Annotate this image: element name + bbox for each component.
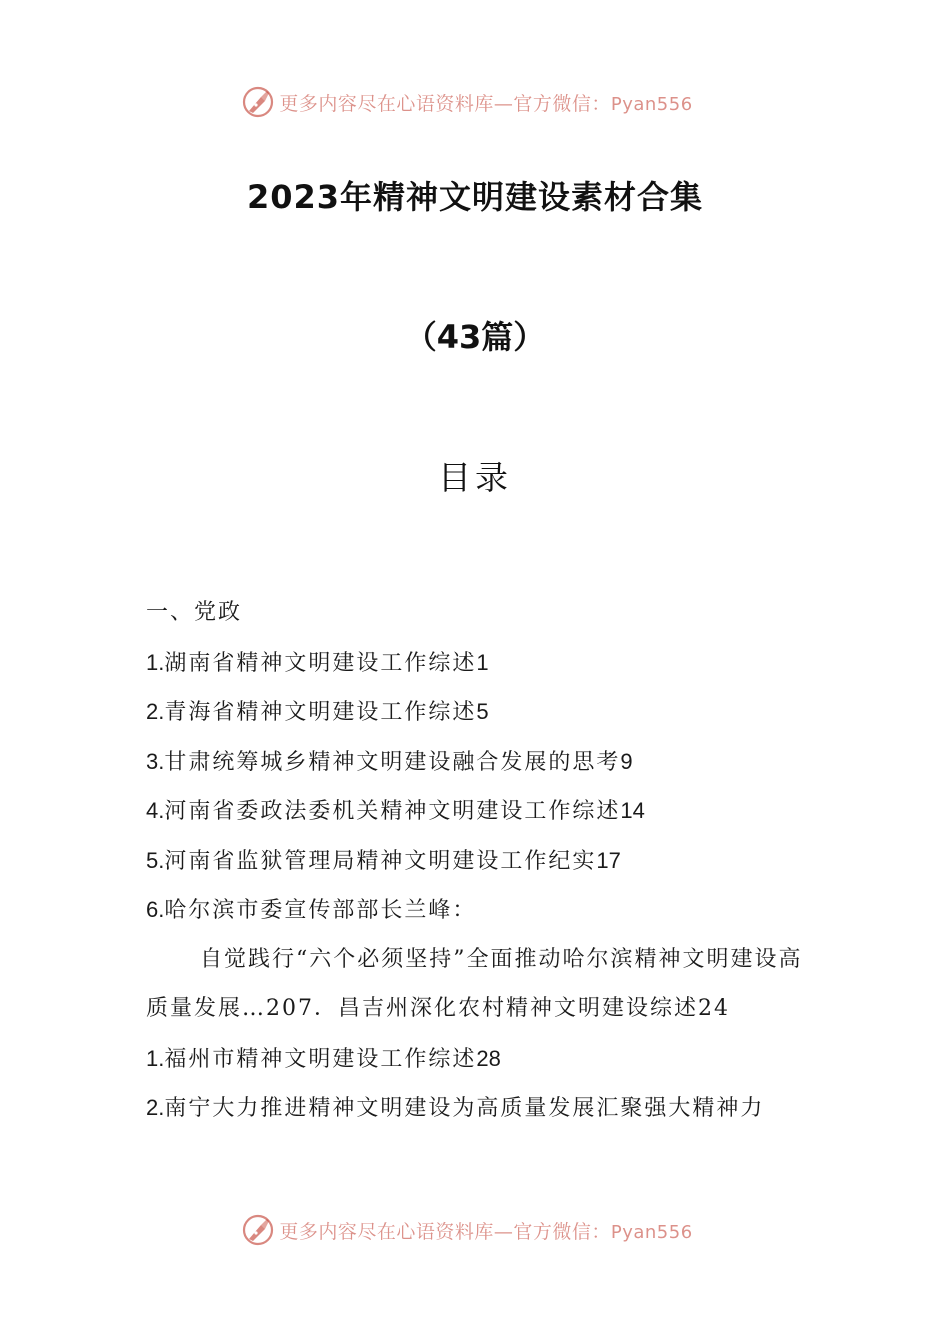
watermark-banner-top — [0, 82, 950, 122]
toc-entry-page: 5 — [476, 699, 489, 724]
watermark-content — [241, 1213, 692, 1247]
toc-entry-title: 河南省委政法委机关精神文明建设工作综述 — [164, 799, 621, 824]
watermark-text: 更多内容尽在心语资料库—官方微信：Pyan556 — [279, 92, 693, 115]
toc-entry-continued-paragraph[interactable]: 自觉践行“六个必须坚持”全面推动哈尔滨精神文明建设高质量发展…207．昌吉州深化农村精神文明建设综述24 — [146, 946, 803, 1021]
toc-entry[interactable]: 2.南宁大力推进精神文明建设为高质量发展汇聚强大精神力 — [146, 1095, 765, 1121]
watermark-text: 更多内容尽在心语资料库—官方微信：Pyan556 — [279, 1220, 693, 1243]
toc-entry[interactable]: 4.河南省委政法委机关精神文明建设工作综述14 — [146, 798, 645, 824]
toc-entry[interactable]: 2.青海省精神文明建设工作综述5 — [146, 699, 489, 725]
toc-entry-title: 南宁大力推进精神文明建设为高质量发展汇聚强大精神力 — [164, 1096, 765, 1121]
toc-entry-title: 福州市精神文明建设工作综述 — [164, 1046, 477, 1072]
watermark-content — [241, 85, 692, 119]
watermark-banner-bottom — [0, 1210, 950, 1250]
toc-entry-page: 17 — [596, 847, 621, 873]
toc-entry-title: 湖南省精神文明建设工作综述 — [164, 650, 477, 676]
watermark-handle: Pyan556 — [610, 1221, 693, 1243]
toc-entry-title: 青海省精神文明建设工作综述 — [164, 700, 477, 725]
toc-section-heading: 一、党政 — [146, 600, 243, 625]
toc-entry[interactable]: 3.甘肃统筹城乡精神文明建设融合发展的思考9 — [146, 748, 633, 775]
toc-entry-title: 河南省监狱管理局精神文明建设工作纪实 — [164, 848, 597, 874]
document-subtitle: （43篇） — [404, 318, 546, 356]
toc-entry-title: 甘肃统筹城乡精神文明建设融合发展的思考 — [164, 749, 621, 775]
table-of-contents — [146, 588, 810, 1133]
toc-entry-page: 9 — [620, 748, 633, 774]
toc-entry-title: 哈尔滨市委宣传部部长兰峰： — [164, 898, 477, 923]
pen-nib-logo-icon — [241, 85, 275, 119]
toc-heading: 目录 — [438, 458, 512, 497]
toc-entry-page: 28 — [476, 1045, 501, 1071]
toc-entry[interactable]: 6.哈尔滨市委宣传部部长兰峰： — [146, 897, 477, 923]
toc-entry[interactable]: 5.河南省监狱管理局精神文明建设工作纪实17 — [146, 847, 621, 874]
toc-entry-page: 14 — [620, 798, 645, 823]
pen-nib-logo-icon — [241, 1213, 275, 1247]
toc-entry[interactable]: 1.湖南省精神文明建设工作综述1 — [146, 649, 489, 676]
document-title: 2023年精神文明建设素材合集 — [246, 178, 704, 216]
watermark-handle: Pyan556 — [610, 93, 693, 115]
toc-entry[interactable]: 1.福州市精神文明建设工作综述28 — [146, 1045, 501, 1072]
toc-entry-page: 1 — [476, 649, 489, 675]
